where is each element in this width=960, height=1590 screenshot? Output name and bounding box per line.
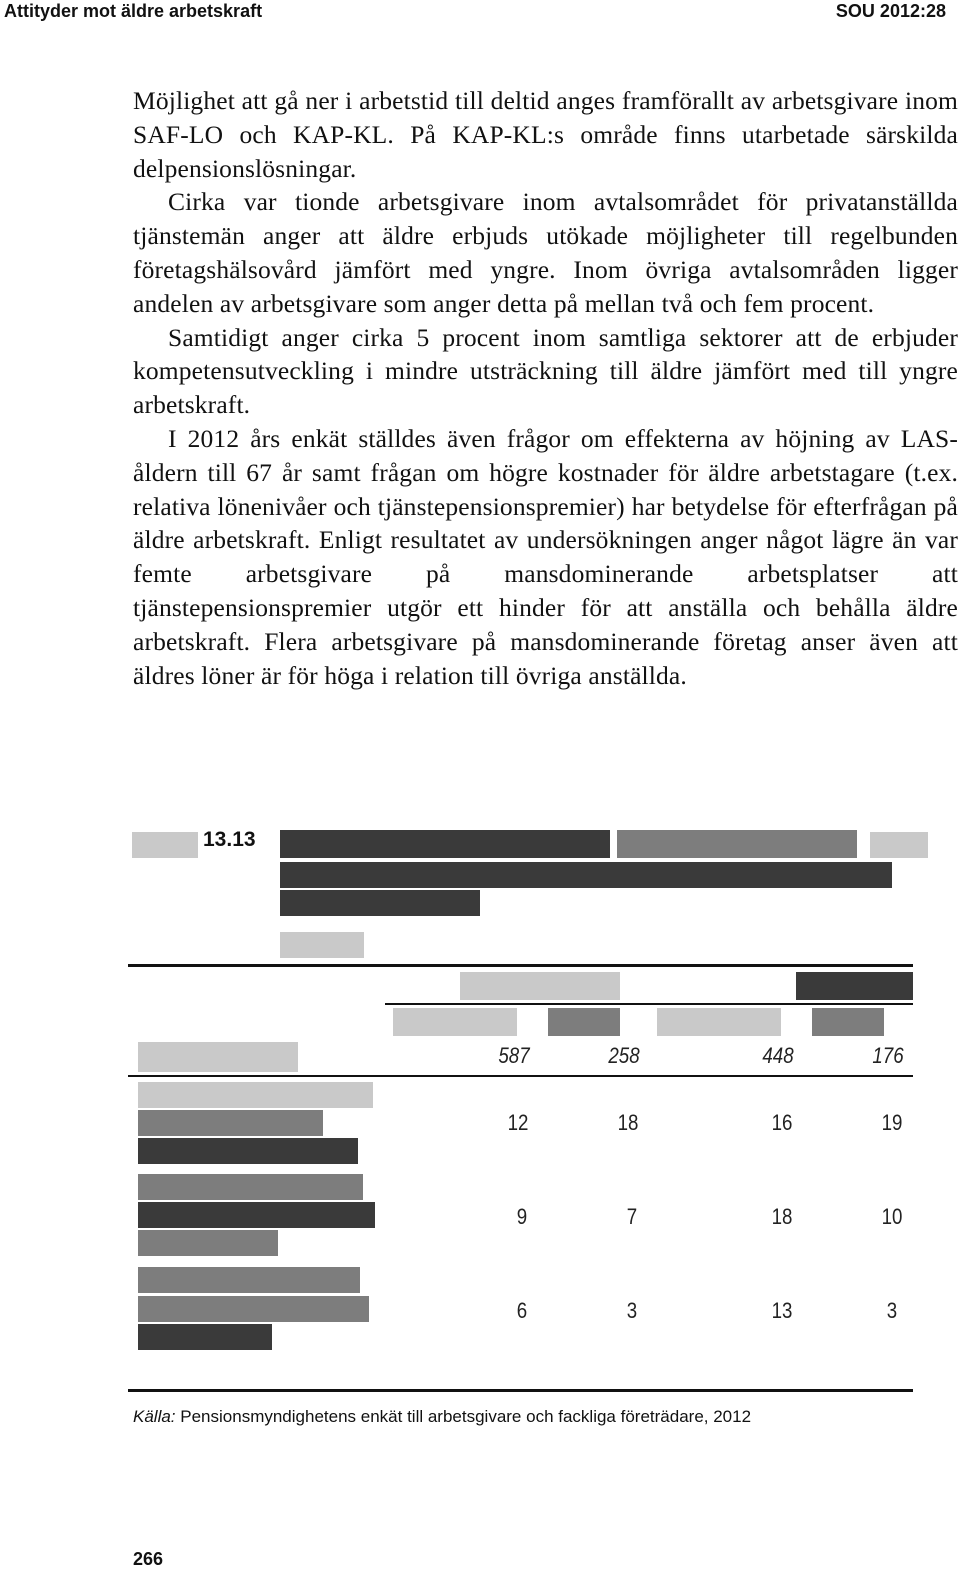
count-cell: 448 (762, 1043, 794, 1068)
obscured-text (132, 832, 198, 858)
obscured-row-label (138, 1230, 278, 1256)
count-cell: 587 (498, 1043, 530, 1068)
count-rule (128, 1075, 913, 1077)
table-source (133, 1407, 751, 1427)
table-top-rule (128, 964, 913, 967)
table-cell: 7 (626, 1204, 638, 1229)
obscured-header (657, 1008, 781, 1036)
obscured-row-label (138, 1267, 360, 1293)
obscured-row-label (138, 1202, 375, 1228)
obscured-row-label (138, 1138, 358, 1164)
paragraph: Möjlighet att gå ner i arbetstid till deltid anges framförallt av arbetsgivare inom SAF-LO och KAP-KL. På KAP-KL:s område finns utarbetade särskilda delpensionslösningar. (133, 86, 958, 183)
count-cell: 176 (872, 1043, 904, 1068)
obscured-row-label (138, 1174, 363, 1200)
table-cell: 12 (507, 1110, 529, 1135)
obscured-header (796, 972, 913, 1000)
paragraph: Samtidigt anger cirka 5 procent inom samtliga sektorer att de erbjuder kompetensutveckling i mindre utsträckning till äldre jämfört med till yngre arbetskraft. (133, 322, 958, 420)
obscured-text (870, 832, 928, 858)
source-label: Källa: (133, 1407, 176, 1426)
obscured-text (280, 830, 610, 858)
obscured-text (280, 932, 364, 958)
obscured-header (548, 1008, 620, 1036)
count-cell: 258 (608, 1043, 640, 1068)
table-bottom-rule (128, 1389, 913, 1392)
header-document-id: SOU 2012:28 (835, 1, 946, 21)
table-cell: 19 (881, 1110, 903, 1135)
table-cell: 13 (771, 1298, 793, 1323)
table-cell: 3 (886, 1298, 898, 1323)
header-rule (385, 1003, 913, 1005)
obscured-text (617, 830, 857, 858)
table-cell: 9 (516, 1204, 528, 1229)
obscured-header (393, 1008, 517, 1036)
source-text: Pensionsmyndighetens enkät till arbetsgivare och fackliga företrädare, 2012 (175, 1407, 752, 1426)
table-cell: 18 (771, 1204, 793, 1229)
paragraph: Cirka var tionde arbetsgivare inom avtalsområdet för privatanställda tjänstemän anger att äldre erbjuds utökade möjligheter till regelbunden företagshälsovård jämfört med yngre. Inom övriga avtalsområden ligger andelen av arbetsgivare som anger detta på mellan två och fem procent. (133, 187, 958, 318)
obscured-row-label (138, 1110, 323, 1136)
obscured-row-label (138, 1042, 298, 1072)
body-text (133, 84, 958, 692)
table-number: 13.13 (203, 828, 256, 851)
table-cell: 16 (771, 1110, 793, 1135)
running-header (0, 0, 960, 26)
page-number: 266 (133, 1549, 164, 1569)
obscured-header (812, 1008, 884, 1036)
table-cell: 6 (516, 1298, 528, 1323)
header-chapter-title: Attityder mot äldre arbetskraft (4, 1, 263, 21)
obscured-text (280, 862, 892, 888)
obscured-row-label (138, 1324, 272, 1350)
obscured-text (280, 890, 480, 916)
obscured-row-label (138, 1082, 373, 1108)
table-cell: 10 (881, 1204, 903, 1229)
paragraph: I 2012 års enkät ställdes även frågor om effekterna av höjning av LAS-åldern till 67 år samt frågan om högre kostnader för äldre arbetstagare (t.ex. relativa lönenivåer och tjänstepensionspremier) har betydelse för efterfrågan på äldre arbetskraft. Enligt resultatet av undersökningen anger något lägre än var femte arbetsgivare på mansdominerande arbetsplatser att tjänstepensionspremier utgör ett hinder för att anställa och behålla äldre arbetskraft. Flera arbetsgivare på mansdominerande företag anser även att äldres löner är för höga i relation till övriga anställda. (133, 423, 958, 690)
table-cell: 18 (617, 1110, 639, 1135)
table-cell: 3 (626, 1298, 638, 1323)
obscured-header (460, 972, 620, 1000)
obscured-row-label (138, 1296, 369, 1322)
